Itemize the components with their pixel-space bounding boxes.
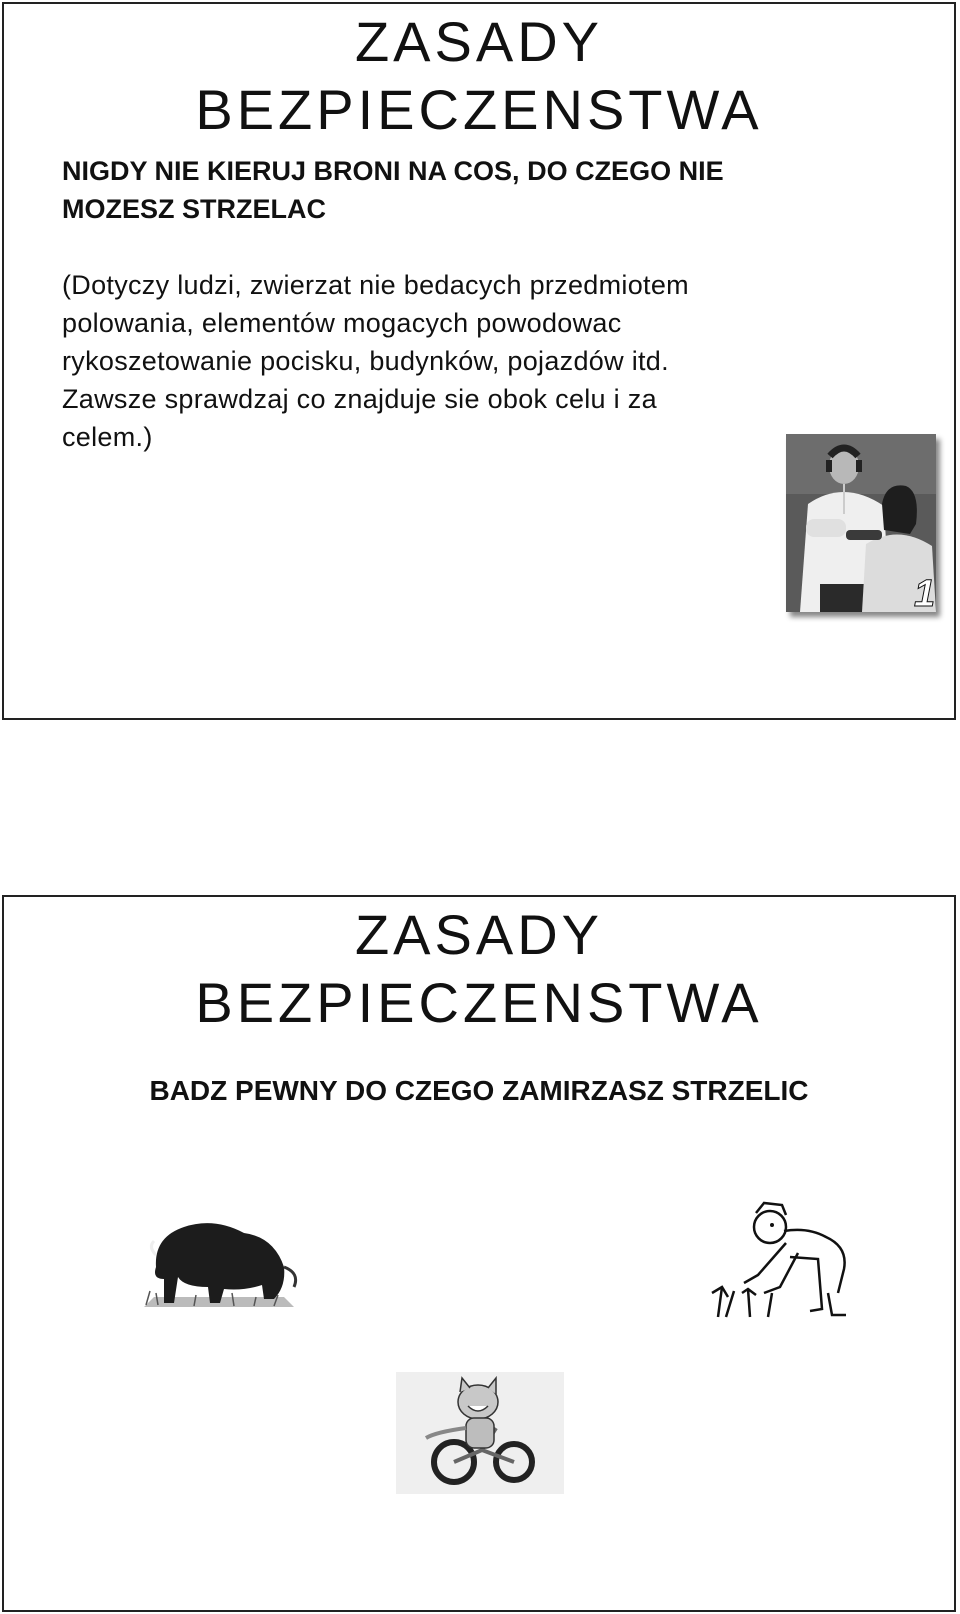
slide-2-title-line1: ZASADY [354,903,604,966]
slide-1-title-line2: BEZPIECZENSTWA [195,78,763,141]
slide-2 [2,895,956,1612]
slide-1-explanation [62,266,782,456]
body-line: Zawsze sprawdzaj co znajduje sie obok celu i za [62,384,657,414]
slide-1 [2,2,956,720]
bison-clipart [134,1207,304,1317]
slide-1-title-line1: ZASADY [354,10,604,73]
cat-on-bicycle-clipart [396,1372,564,1494]
slide-1-title [4,8,954,144]
slide-2-rule: BADZ PEWNY DO CZEGO ZAMIRZASZ STRZELIC [149,1075,809,1106]
rule-line: MOZESZ STRZELAC [62,194,326,224]
slide-1-rule [62,152,882,228]
instructor-student-photo [786,434,936,612]
slide-2-title-line2: BEZPIECZENSTWA [195,971,763,1034]
rule-line: NIGDY NIE KIERUJ BRONI NA COS, DO CZEGO NIE [62,156,724,186]
body-line: celem.) [62,422,153,452]
gardener-clipart [698,1197,868,1327]
slide-2-title [4,901,954,1037]
photo-illustration [786,434,936,612]
body-line: rykoszetowanie pocisku, budynków, pojazdów itd. [62,346,669,376]
body-line: (Dotyczy ludzi, zwierzat nie bedacych przedmiotem [62,270,689,300]
body-line: polowania, elementów mogacych powodowac [62,308,622,338]
photo-badge-number: 1 [914,573,936,612]
